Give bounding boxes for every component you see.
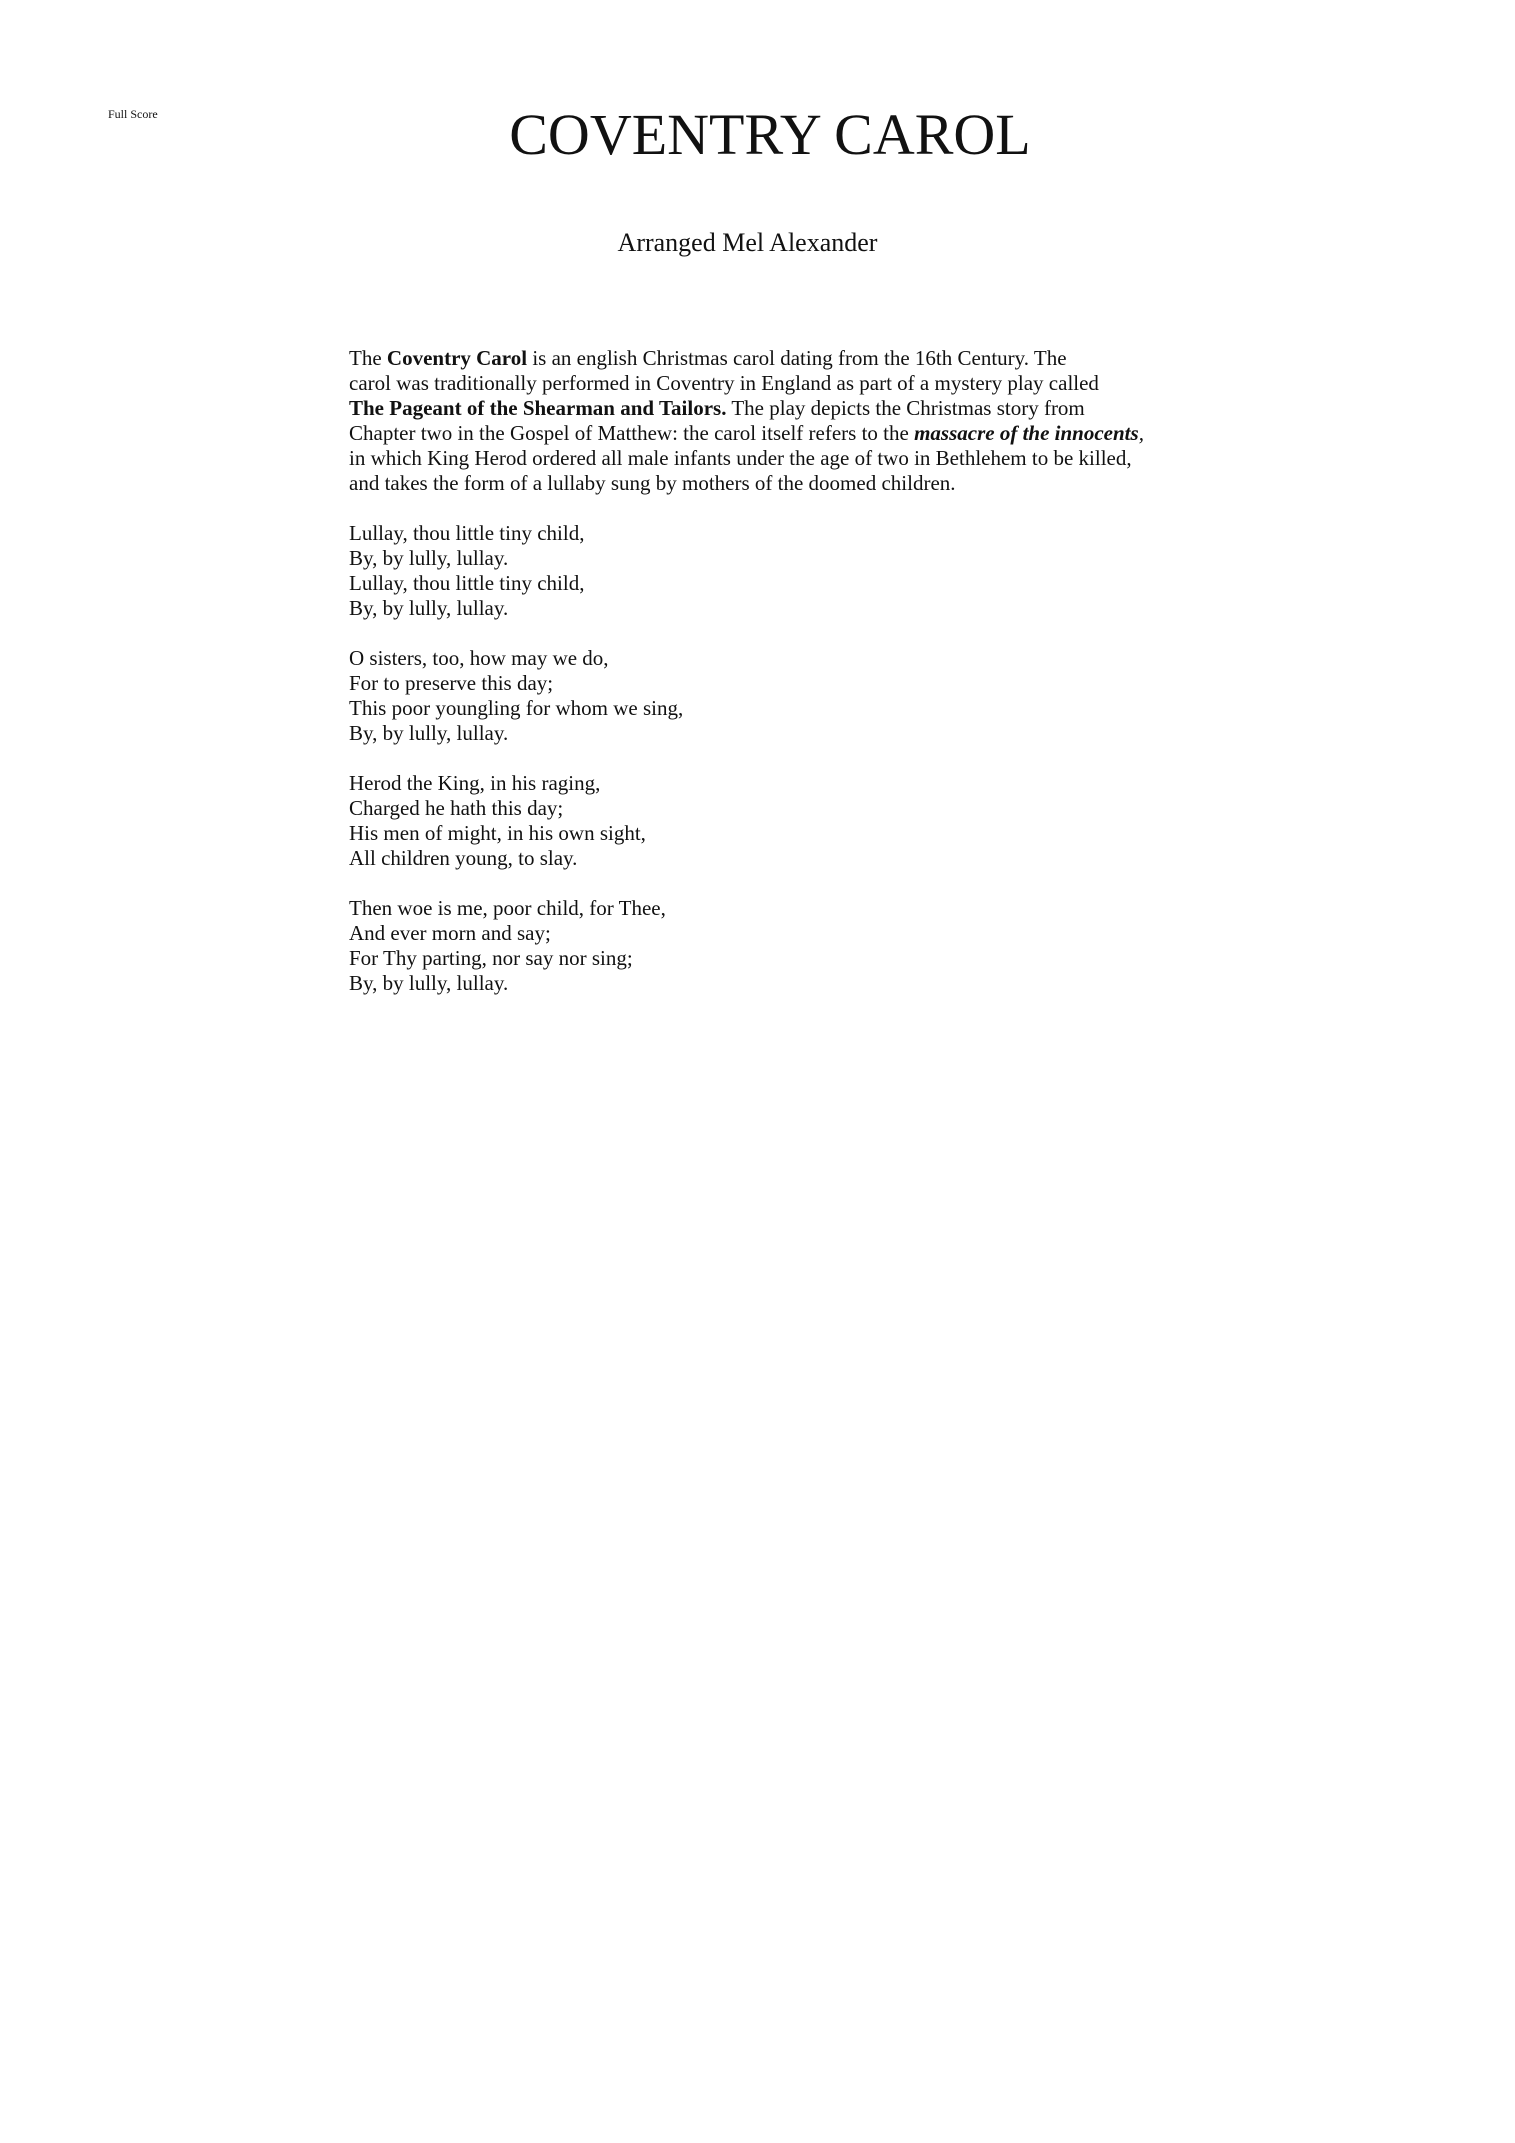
verse-line: Lullay, thou little tiny child, xyxy=(349,521,585,545)
intro-line-4: Chapter two in the Gospel of Matthew: the carol itself refers to the massacre of the innocents, xyxy=(349,421,1144,445)
intro-paragraph xyxy=(349,346,1349,496)
verse-1 xyxy=(349,521,1349,621)
intro-line-1: The Coventry Carol is an english Christmas carol dating from the 16th Century. The xyxy=(349,346,1067,370)
verse-line: All children young, to slay. xyxy=(349,846,578,870)
intro-line-3: The Pageant of the Shearman and Tailors. The play depicts the Christmas story from xyxy=(349,396,1085,420)
verse-line: By, by lully, lullay. xyxy=(349,596,509,620)
verse-line: Charged he hath this day; xyxy=(349,796,564,820)
verse-2 xyxy=(349,646,1349,746)
verse-line: Lullay, thou little tiny child, xyxy=(349,571,585,595)
verse-line: His men of might, in his own sight, xyxy=(349,821,646,845)
verse-line: For to preserve this day; xyxy=(349,671,554,695)
verse-4 xyxy=(349,896,1349,996)
page-title: COVENTRY CAROL xyxy=(509,102,1031,167)
verse-line: By, by lully, lullay. xyxy=(349,721,509,745)
score-label: Full Score xyxy=(108,107,158,121)
verse-line: Then woe is me, poor child, for Thee, xyxy=(349,896,666,920)
play-name: The Pageant of the Shearman and Tailors. xyxy=(349,396,727,420)
verse-line: Herod the King, in his raging, xyxy=(349,771,601,795)
body-text xyxy=(349,346,1349,1021)
massacre-phrase: massacre of the innocents xyxy=(914,421,1139,445)
carol-name: Coventry Carol xyxy=(386,346,528,370)
verse-line: By, by lully, lullay. xyxy=(349,971,509,995)
verse-line: O sisters, too, how may we do, xyxy=(349,646,609,670)
verse-line: For Thy parting, nor say nor sing; xyxy=(349,946,633,970)
verse-line: This poor youngling for whom we sing, xyxy=(349,696,684,720)
intro-line-6: and takes the form of a lullaby sung by mothers of the doomed children. xyxy=(349,471,956,495)
verse-line: By, by lully, lullay. xyxy=(349,546,509,570)
verse-3 xyxy=(349,771,1349,871)
intro-line-5: in which King Herod ordered all male infants under the age of two in Bethlehem to be killed, xyxy=(349,446,1132,470)
intro-line-2: carol was traditionally performed in Coventry in England as part of a mystery play called xyxy=(349,371,1099,395)
arranger-credit: Arranged Mel Alexander xyxy=(617,228,878,257)
verse-line: And ever morn and say; xyxy=(349,921,551,945)
